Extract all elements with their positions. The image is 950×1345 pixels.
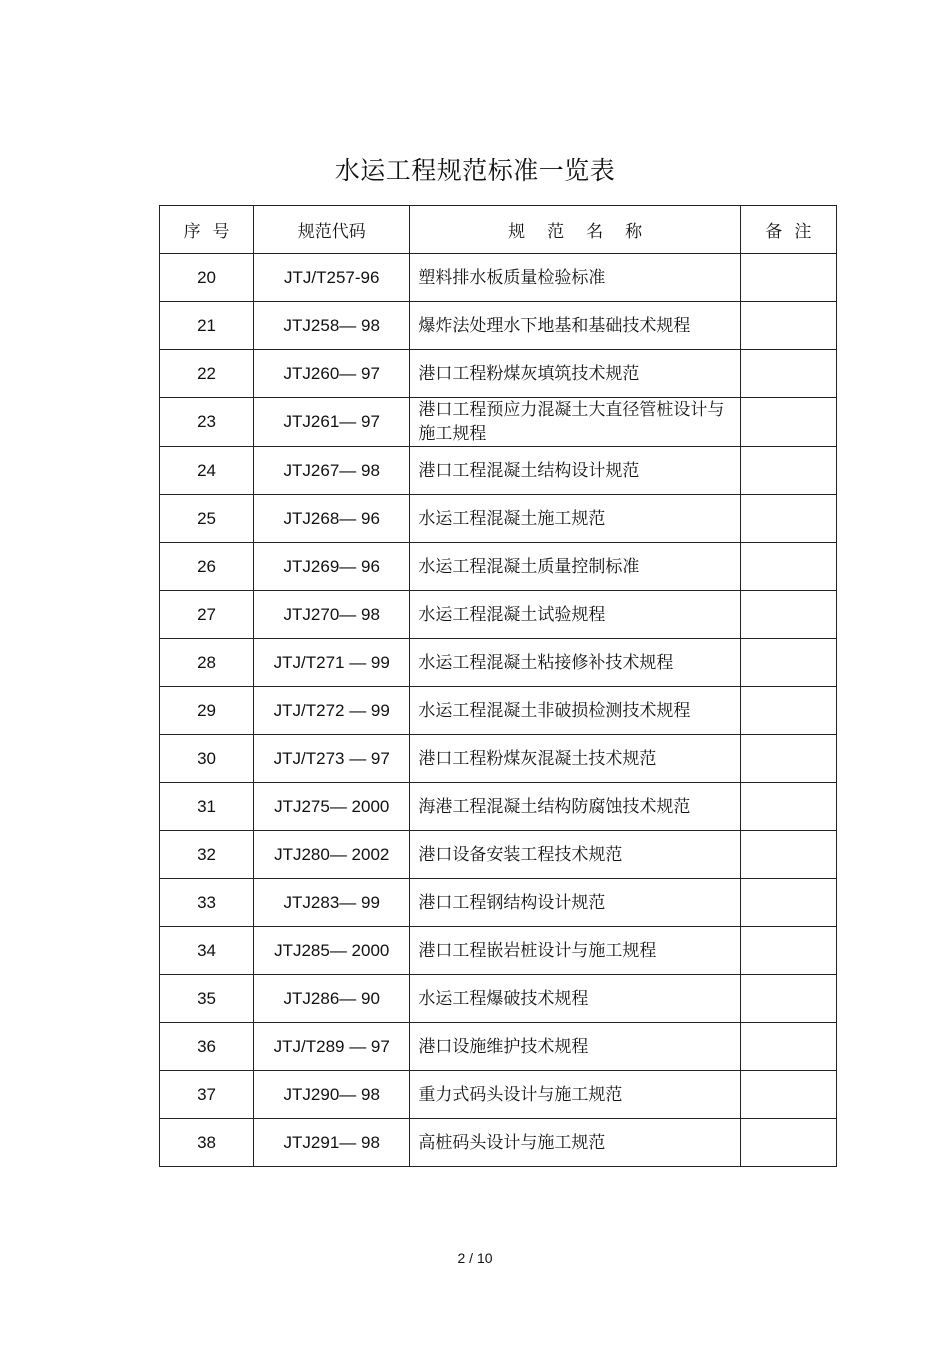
spec-name: 爆炸法处理水下地基和基础技术规程 [410,302,740,350]
row-number: 37 [160,1071,254,1119]
table-row [160,495,837,543]
row-number: 35 [160,975,254,1023]
spec-name: 港口工程粉煤灰混凝土技术规范 [410,735,740,783]
spec-note [740,1071,836,1119]
spec-code: JTJ/T289 — 97 [254,1023,410,1071]
spec-note [740,927,836,975]
spec-code: JTJ280— 2002 [254,831,410,879]
table-body [160,254,837,1167]
table-row [160,254,837,302]
spec-code: JTJ285— 2000 [254,927,410,975]
row-number: 21 [160,302,254,350]
spec-name: 水运工程混凝土施工规范 [410,495,740,543]
row-number: 26 [160,543,254,591]
spec-note [740,735,836,783]
spec-name: 水运工程混凝土粘接修补技术规程 [410,639,740,687]
table-row [160,591,837,639]
table-row [160,302,837,350]
spec-code: JTJ275— 2000 [254,783,410,831]
spec-code: JTJ290— 98 [254,1071,410,1119]
row-number: 33 [160,879,254,927]
table-row [160,543,837,591]
row-number: 32 [160,831,254,879]
spec-name: 水运工程混凝土质量控制标准 [410,543,740,591]
spec-name: 水运工程混凝土试验规程 [410,591,740,639]
table-row [160,687,837,735]
spec-code: JTJ260— 97 [254,350,410,398]
row-number: 20 [160,254,254,302]
header-code: 规范代码 [254,206,410,254]
spec-note [740,639,836,687]
spec-note [740,879,836,927]
row-number: 34 [160,927,254,975]
spec-name: 港口设施维护技术规程 [410,1023,740,1071]
spec-name: 海港工程混凝土结构防腐蚀技术规范 [410,783,740,831]
row-number: 36 [160,1023,254,1071]
table-row [160,879,837,927]
spec-code: JTJ283— 99 [254,879,410,927]
spec-name: 重力式码头设计与施工规范 [410,1071,740,1119]
page-title: 水运工程规范标准一览表 [334,155,616,185]
spec-name: 港口工程混凝土结构设计规范 [410,447,740,495]
row-number: 25 [160,495,254,543]
page-number: 2 / 10 [457,1250,493,1266]
spec-note [740,1023,836,1071]
table-row [160,783,837,831]
spec-note [740,783,836,831]
spec-note [740,350,836,398]
spec-name: 水运工程混凝土非破损检测技术规程 [410,687,740,735]
spec-code: JTJ291— 98 [254,1119,410,1167]
table-row [160,639,837,687]
spec-code: JTJ258— 98 [254,302,410,350]
table-row [160,975,837,1023]
spec-name: 塑料排水板质量检验标准 [410,254,740,302]
standards-table [159,205,837,1167]
spec-note [740,831,836,879]
row-number: 31 [160,783,254,831]
spec-code: JTJ268— 96 [254,495,410,543]
spec-code: JTJ286— 90 [254,975,410,1023]
header-no: 序号 [160,206,254,254]
table-row [160,831,837,879]
row-number: 27 [160,591,254,639]
spec-note [740,687,836,735]
spec-note [740,543,836,591]
table-row [160,398,837,447]
spec-name: 港口工程粉煤灰填筑技术规范 [410,350,740,398]
spec-name: 港口工程预应力混凝土大直径管桩设计与施工规程 [410,398,740,447]
row-number: 38 [160,1119,254,1167]
spec-code: JTJ270— 98 [254,591,410,639]
table-row [160,1023,837,1071]
table-row [160,927,837,975]
spec-name: 港口工程钢结构设计规范 [410,879,740,927]
row-number: 28 [160,639,254,687]
spec-code: JTJ/T273 — 97 [254,735,410,783]
table-row [160,735,837,783]
spec-note [740,1119,836,1167]
spec-note [740,254,836,302]
row-number: 24 [160,447,254,495]
row-number: 30 [160,735,254,783]
table-header-row [160,206,837,254]
table-row [160,447,837,495]
table-row [160,1071,837,1119]
spec-note [740,591,836,639]
spec-name: 港口工程嵌岩桩设计与施工规程 [410,927,740,975]
spec-note [740,495,836,543]
table-row [160,1119,837,1167]
spec-name: 高桩码头设计与施工规范 [410,1119,740,1167]
spec-code: JTJ267— 98 [254,447,410,495]
table-row [160,350,837,398]
row-number: 22 [160,350,254,398]
spec-note [740,398,836,447]
header-note: 备注 [740,206,836,254]
spec-code: JTJ261— 97 [254,398,410,447]
spec-name: 港口设备安装工程技术规范 [410,831,740,879]
spec-name: 水运工程爆破技术规程 [410,975,740,1023]
row-number: 29 [160,687,254,735]
spec-code: JTJ/T272 — 99 [254,687,410,735]
spec-code: JTJ/T271 — 99 [254,639,410,687]
spec-code: JTJ/T257-96 [254,254,410,302]
row-number: 23 [160,398,254,447]
spec-code: JTJ269— 96 [254,543,410,591]
spec-note [740,302,836,350]
spec-note [740,447,836,495]
header-name: 规范名称 [410,206,740,254]
spec-note [740,975,836,1023]
